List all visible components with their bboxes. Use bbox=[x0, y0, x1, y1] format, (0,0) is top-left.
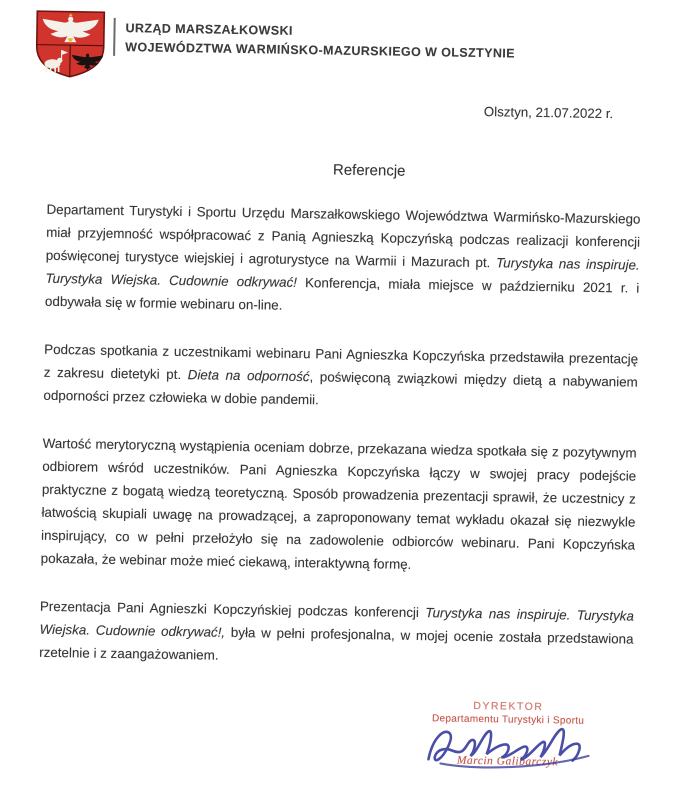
stamp-title: DYREKTOR bbox=[403, 699, 613, 714]
text-segment: Podczas spotkania z uczestnikami webinaru Pani Agnieszka Kopczyńska przedstawiła prezentację z zakresu dietetyki pt. bbox=[44, 342, 639, 382]
text-segment: Departament Turystyki i Sportu Urzędu Marszałkowskiego Województwa Warmińsko-Mazurskiego miał przyjemność współpracować z Panią Agnieszką Kopczyńską podczas realizacji konferencji poświęconej turystyce wiejskiej i agroturystyce na Warmii i Mazurach pt. bbox=[46, 202, 641, 270]
coat-of-arms-icon bbox=[35, 10, 106, 79]
header-divider bbox=[113, 18, 116, 56]
signature-block bbox=[402, 699, 613, 769]
text-segment-italic: Turystyka nas inspiruje. Turystyka Wiejska. Cudownie odkrywać!, bbox=[39, 605, 634, 640]
organization-name bbox=[125, 19, 596, 65]
org-line-1: URZĄD MARSZAŁKOWSKI bbox=[125, 19, 595, 46]
org-line-2: WOJEWÓDZTWA WARMIŃSKO-MAZURSKIEGO W OLSZTYNIE bbox=[125, 38, 595, 65]
text-segment-italic: Turystyka nas inspiruje. Turystyka Wiejska. Cudownie odkrywać! bbox=[45, 255, 640, 290]
document-title: Referencje bbox=[72, 157, 666, 184]
paragraph bbox=[43, 338, 638, 417]
text-segment-italic: Dieta na odporność bbox=[188, 367, 310, 384]
text-segment: , poświęconą związkowi między dietą a nabywaniem odporności przez człowieka w dobie pandemii. bbox=[43, 369, 638, 407]
text-segment: była w pełni profesjonalna, w mojej ocenie została przedstawiona rzetelnie i z zaangażowaniem. bbox=[39, 625, 634, 663]
text-segment: Prezentacja Pani Agnieszki Kopczyńskiej podczas konferencji bbox=[40, 599, 426, 620]
paragraph bbox=[45, 198, 641, 323]
paragraph bbox=[41, 432, 637, 580]
place-and-date: Olsztyn, 21.07.2022 r. bbox=[484, 104, 614, 121]
paragraph bbox=[39, 595, 634, 674]
text-segment: Konferencja, miała miejsce w październiku 2021 r. i odbywała się w formie webinaru on-line. bbox=[45, 275, 640, 313]
letter-body bbox=[39, 198, 641, 699]
text-segment: Wartość merytoryczną wystąpienia oceniam dobrze, przekazana wiedza spotkała się z pozytywnym odbiorem wśród uczestników. Pani Agnieszka Kopczyńska łączy w swojej pracy podejście praktyczne z bogatą wiedzą teoretyczną. Sposób prowadzenia prezentacji sprawił, że uczestnicy z łatwością skupiali uwagę na prowadzącej, a zaproponowany temat wykładu okazał się niezwykle inspirujący, co w pełni przełożyło się na zadowolenie odbiorców webinaru. Pani Kopczyńska pokazała, że webinar może mieć ciekawą, interaktywną formę. bbox=[41, 436, 637, 572]
stamp-name: Marcin Galibarczyk bbox=[402, 754, 612, 769]
stamp-department: Departamentu Turystyki i Sportu bbox=[403, 713, 613, 727]
